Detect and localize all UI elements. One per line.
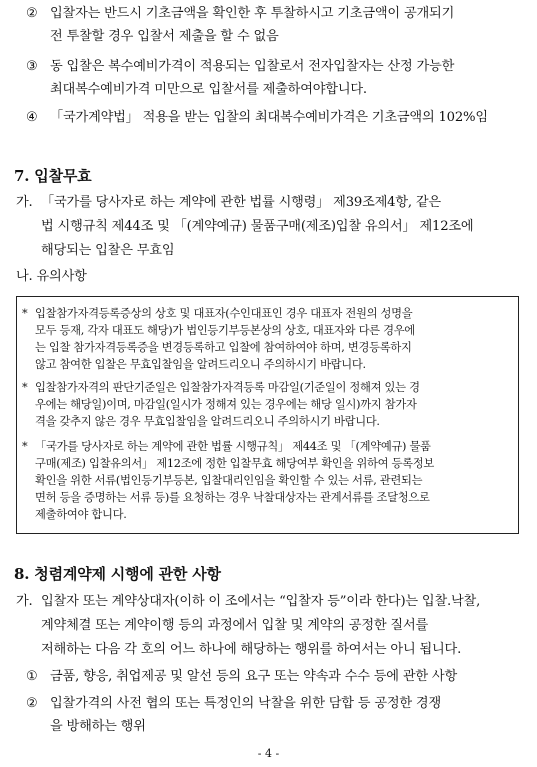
paragraph-line: 저해하는 다음 각 호의 어느 하나에 해당하는 행위를 하여서는 아니 됩니다. xyxy=(41,642,462,657)
item-marker: ② xyxy=(26,696,38,711)
paragraph-line: 법 시행규칙 제44조 및 「(계약예규) 물품구매(제조)입찰 유의서」 제12조에 xyxy=(41,219,474,234)
note-line: 「국가를 당사자로 하는 계약에 관한 법률 시행규칙」 제44조 및 「(계약예규) 물품 xyxy=(35,440,431,453)
item-text-line: 을 방해하는 행위 xyxy=(50,719,146,734)
item-text-line: 동 입찰은 복수예비가격이 적용되는 입찰로서 전자입찰자는 산정 가능한 xyxy=(50,59,455,74)
item-text-line: 입찰가격의 사전 협의 또는 특정인의 낙찰을 위한 담합 등 공정한 경쟁 xyxy=(50,696,442,711)
note-line: 구매(제조) 입찰유의서」 제12조에 정한 입찰무효 해당여부 확인을 위하여 등록정보 xyxy=(35,457,434,470)
item-text-line: 전 투찰할 경우 입찰서 제출을 할 수 없음 xyxy=(50,29,279,44)
note-line: 제출하여야 합니다. xyxy=(35,508,127,521)
list-marker: 가. xyxy=(16,195,33,210)
note-marker: * xyxy=(22,440,28,453)
paragraph-line: 해당되는 입찰은 무효임 xyxy=(41,243,175,258)
paragraph-line: 「국가를 당사자로 하는 계약에 관한 법률 시행령」 제39조제4항, 같은 xyxy=(41,195,441,210)
note-line: 않고 참여한 입찰은 무효입찰임을 알려드리오니 주의하시기 바랍니다. xyxy=(35,358,366,371)
note-marker: * xyxy=(22,381,28,394)
section-heading: 7. 입찰무효 xyxy=(14,167,92,185)
item-marker: ① xyxy=(26,669,38,684)
note-marker: * xyxy=(22,307,28,320)
page-number: - 4 - xyxy=(257,747,280,760)
item-text-line: 입찰자는 반드시 기초금액을 확인한 후 투찰하시고 기초금액이 공개되기 xyxy=(50,6,455,21)
note-line: 입찰참가자격등록증상의 상호 및 대표자(수인대표인 경우 대표자 전원의 성명을 xyxy=(35,307,413,320)
notes-box xyxy=(16,296,519,534)
note-line: 는 입찰 참가자격등록증을 변경등록하고 입찰에 참여하여야 하며, 변경등록하지 xyxy=(35,341,412,354)
paragraph-line: 계약체결 또는 계약이행 등의 과정에서 입찰 및 계약의 공정한 질서를 xyxy=(41,618,429,633)
section-heading: 8. 청렴계약제 시행에 관한 사항 xyxy=(14,565,221,583)
note-line: 확인을 위한 서류(법인등기부등본, 입찰대리인임을 확인할 수 있는 서류, 관련되는 xyxy=(35,474,423,487)
note-line: 면허 등을 증명하는 서류 등)를 요청하는 경우 낙찰대상자는 관계서류를 조달청으로 xyxy=(35,491,430,504)
note-line: 격을 갖추지 않은 경우 무효입찰임을 알려드리오니 주의하시기 바랍니다. xyxy=(35,415,380,428)
subheading: 나. 유의사항 xyxy=(16,269,87,284)
note-line: 입찰참가자격의 판단기준일은 입찰참가자격등록 마감일(기준일이 정해져 있는 경 xyxy=(35,381,420,394)
item-text-line: 금품, 향응, 취업제공 및 알선 등의 요구 또는 약속과 수수 등에 관한 사항 xyxy=(50,669,457,684)
list-marker: 가. xyxy=(16,594,33,609)
item-text-line: 「국가계약법」 적용을 받는 입찰의 최대복수예비가격은 기초금액의 102%임 xyxy=(50,110,488,125)
item-marker: ③ xyxy=(26,59,38,74)
paragraph-line: 입찰자 또는 계약상대자(이하 이 조에서는 “입찰자 등”이라 한다)는 입찰.낙찰, xyxy=(41,594,481,609)
item-text-line: 최대복수예비가격 미만으로 입찰서를 제출하여야합니다. xyxy=(50,82,367,97)
item-marker: ② xyxy=(26,6,38,21)
note-line: 우에는 해당일)이며, 마감일(일시가 정해져 있는 경우에는 해당 일시)까지 참가자 xyxy=(35,398,417,411)
item-marker: ④ xyxy=(26,110,38,125)
note-line: 모두 등재, 각자 대표도 해당)가 법인등기부등본상의 상호, 대표자와 다른 경우에 xyxy=(35,324,415,337)
